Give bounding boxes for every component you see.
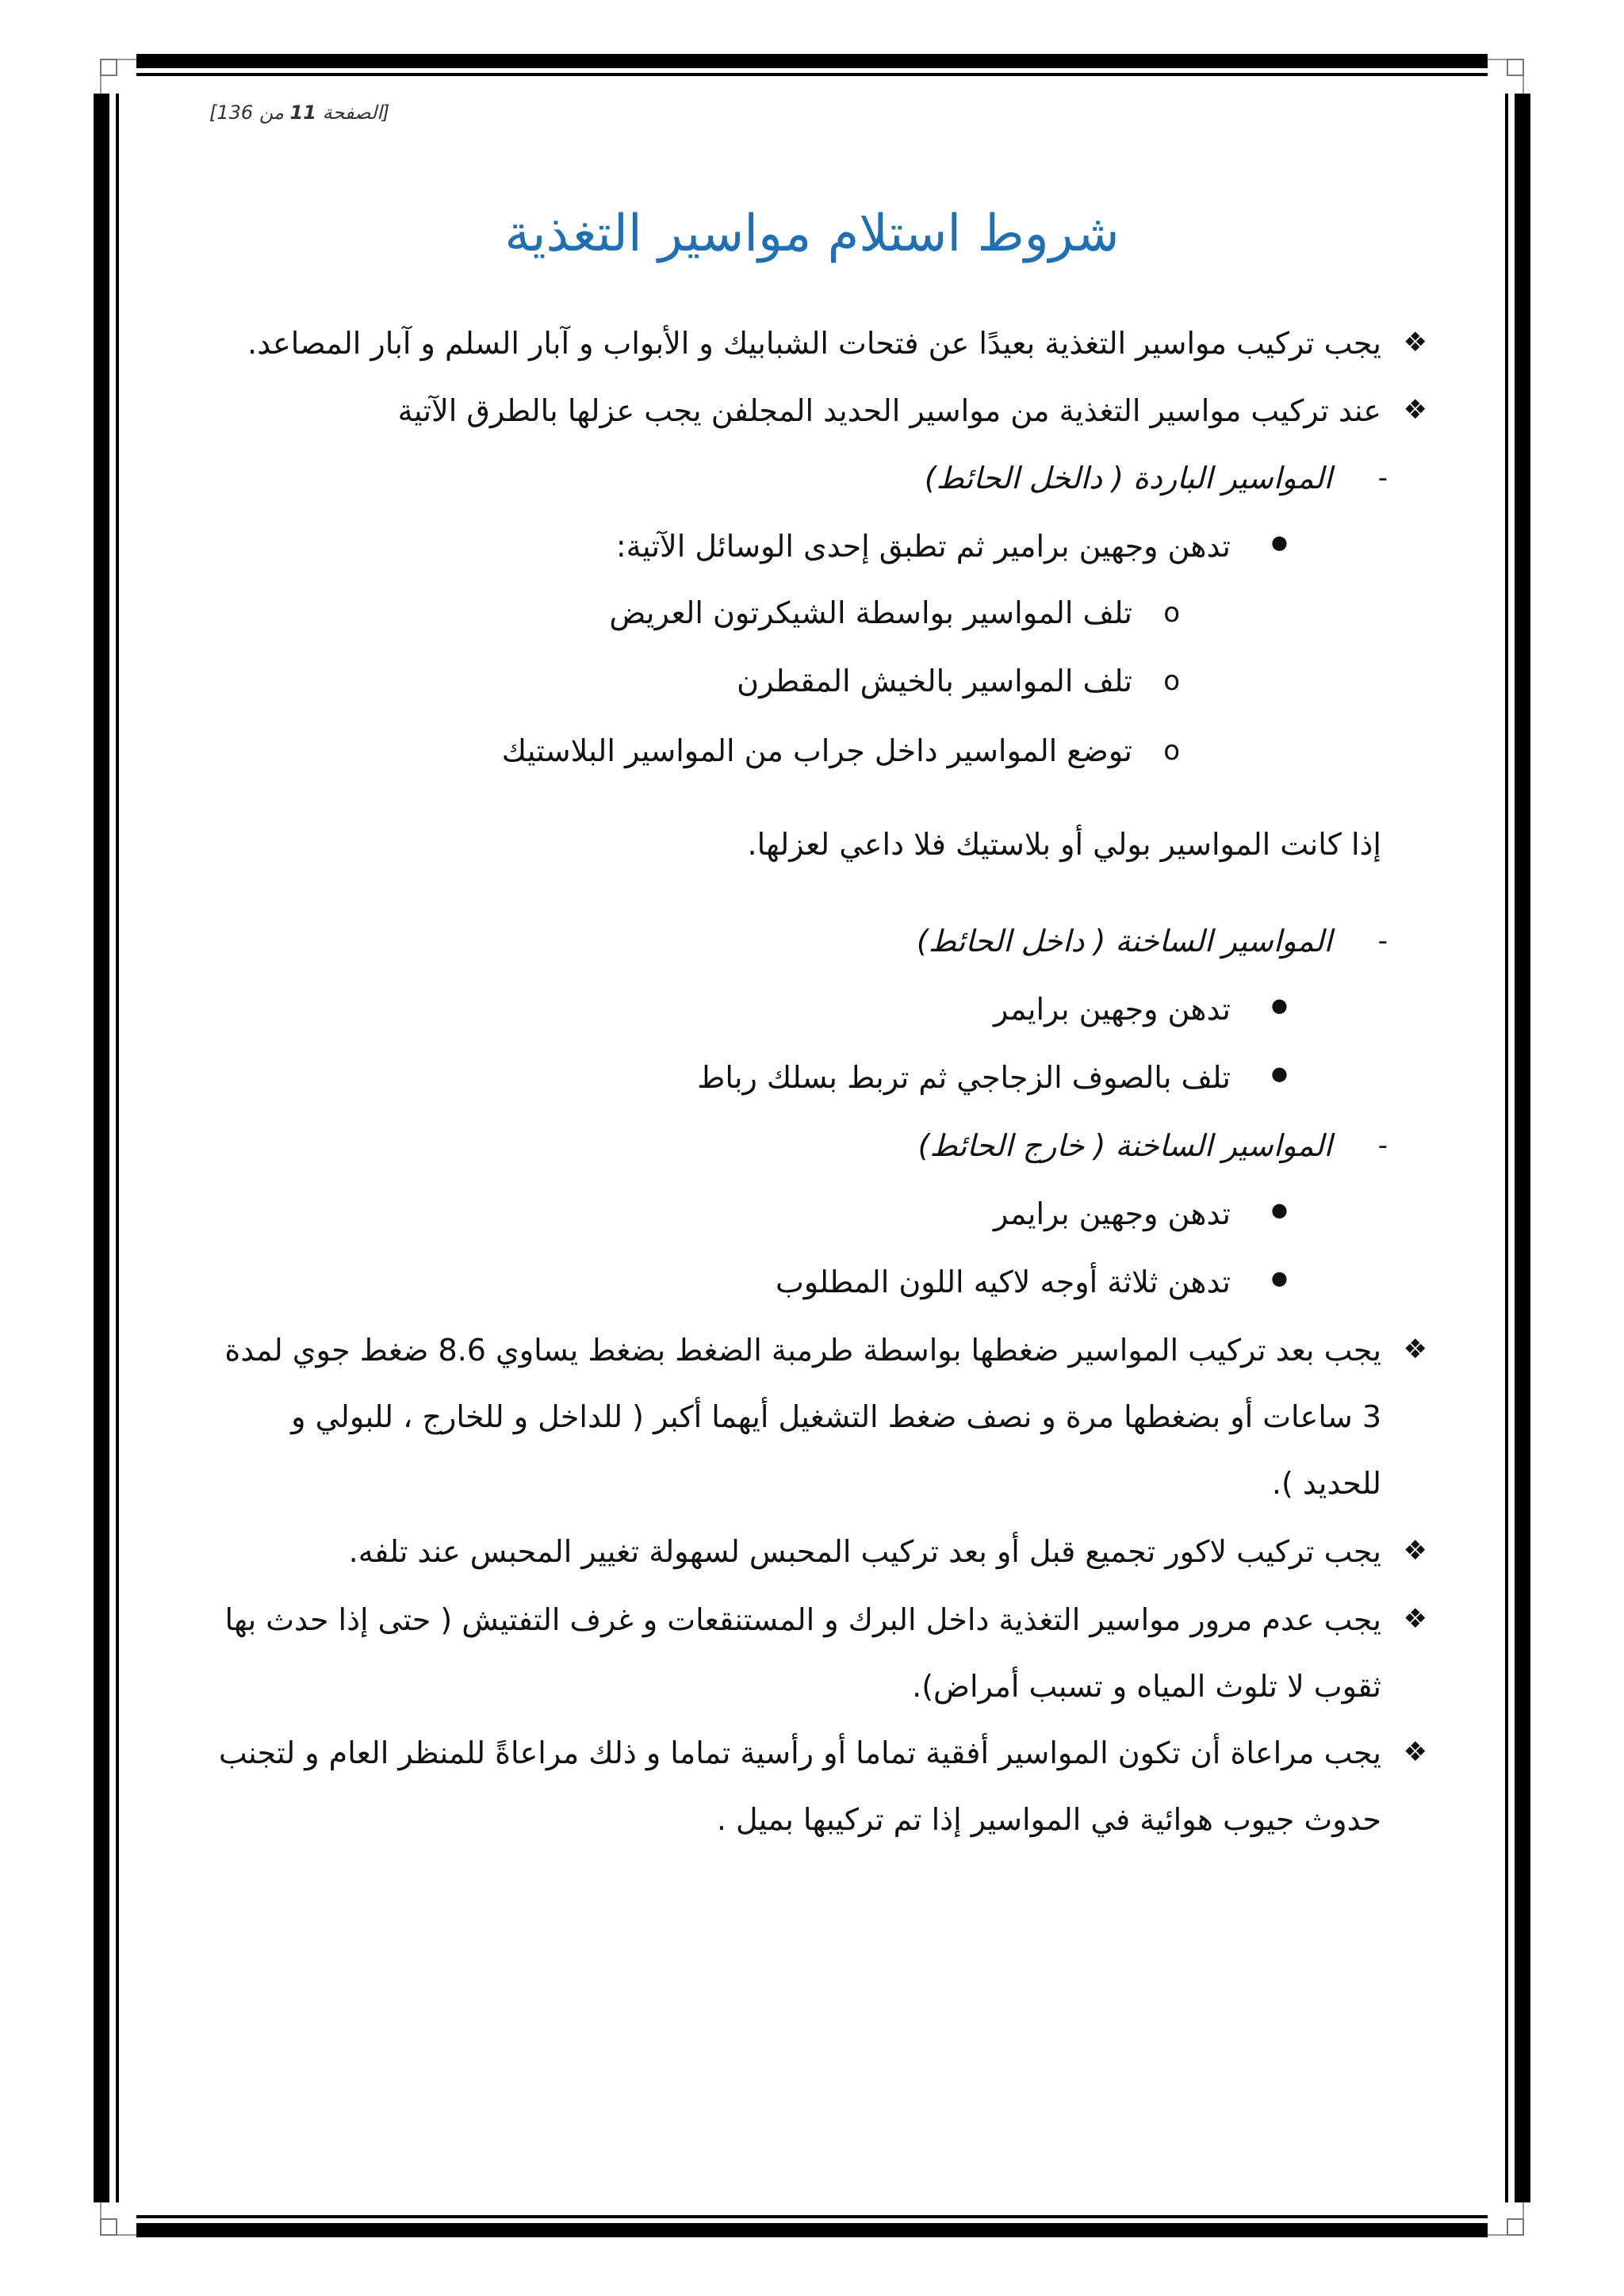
- list-item: تدهن وجهين برامير ثم تطبق إحدى الوسائل الآتية:: [615, 529, 1231, 564]
- paragraph-line: إذا كانت المواسير بولي أو بلاستيك فلا داعي لعزلها.: [747, 827, 1381, 862]
- subheading-line: المواسير الساخنة ( داخل الحائط): [916, 924, 1332, 959]
- border-left-bar-2: [116, 94, 119, 2202]
- subheading-line: المواسير الباردة ( دالخل الحائط): [924, 461, 1332, 496]
- list-item: تلف المواسير بواسطة الشيكرتون العريض: [609, 595, 1132, 630]
- bullet-dot-icon: ●: [1271, 531, 1288, 553]
- page-current: 11: [289, 101, 316, 124]
- list-item: تدهن ثلاثة أوجه لاكيه اللون المطلوب: [776, 1265, 1231, 1299]
- border-right-bar-2: [1505, 94, 1508, 2202]
- diamond-bullet-icon: ❖: [1403, 1334, 1427, 1365]
- dash-marker: -: [1377, 1130, 1388, 1161]
- subheading-line: المواسير الساخنة ( خارج الحائط): [917, 1128, 1332, 1163]
- paragraph-line: ثقوب لا تلوث المياه و تسبب أمراض).: [912, 1669, 1381, 1704]
- list-item: تدهن وجهين برايمر: [993, 992, 1231, 1027]
- paragraph-line: يجب بعد تركيب المواسير ضغطها بواسطة طرمبة الضغط بضغط يساوي 8.6 ضغط جوي لمدة: [224, 1333, 1381, 1368]
- page-number-header: [209, 101, 389, 124]
- border-right-bar: [1515, 94, 1530, 2202]
- list-item: تلف بالصوف الزجاجي ثم تربط بسلك رباط: [697, 1060, 1231, 1095]
- bullet-dot-icon: ●: [1271, 1199, 1288, 1221]
- paragraph-line: 3 ساعات أو بضغطها مرة و نصف ضغط التشغيل أيهما أكبر ( للداخل و للخارج ، للبولي و: [291, 1399, 1381, 1434]
- page-of: من: [259, 101, 284, 124]
- bullet-dot-icon: ●: [1271, 994, 1288, 1016]
- border-corner-tl: [100, 59, 117, 76]
- bullet-dot-icon: ●: [1271, 1062, 1288, 1085]
- border-top-bar: [136, 54, 1488, 68]
- border-top-bar-2: [136, 73, 1488, 76]
- diamond-bullet-icon: ❖: [1403, 394, 1427, 426]
- page-total: 136]: [209, 101, 254, 124]
- paragraph-line: يجب تركيب مواسير التغذية بعيدًا عن فتحات الشبابيك و الأبواب و آبار السلم و آبار المصاعد.: [247, 326, 1381, 361]
- paragraph-line: يجب تركيب لاكور تجميع قبل أو بعد تركيب المحبس لسهولة تغيير المحبس عند تلفه.: [348, 1534, 1381, 1569]
- dash-marker: -: [1377, 925, 1388, 957]
- bullet-dot-icon: ●: [1271, 1267, 1288, 1289]
- border-bottom-bar-2: [136, 2215, 1488, 2218]
- circle-bullet-icon: o: [1163, 597, 1180, 629]
- page-prefix: [الصفحة: [322, 101, 390, 124]
- paragraph-line: للحديد ).: [1271, 1466, 1381, 1501]
- border-bottom-bar: [136, 2223, 1488, 2237]
- circle-bullet-icon: o: [1163, 665, 1180, 697]
- paragraph-line: عند تركيب مواسير التغذية من مواسير الحديد المجلفن يجب عزلها بالطرق الآتية: [397, 393, 1381, 428]
- diamond-bullet-icon: ❖: [1403, 327, 1427, 358]
- list-item: تلف المواسير بالخيش المقطرن: [737, 664, 1132, 698]
- border-left-bar: [94, 94, 109, 2202]
- border-corner-tr: [1507, 59, 1524, 76]
- border-corner-br: [1507, 2218, 1524, 2236]
- list-item: تدهن وجهين برايمر: [993, 1196, 1231, 1231]
- page-title: شروط استلام مواسير التغذية: [504, 205, 1120, 263]
- diamond-bullet-icon: ❖: [1403, 1603, 1427, 1635]
- diamond-bullet-icon: ❖: [1403, 1736, 1427, 1768]
- dash-marker: -: [1377, 462, 1388, 494]
- paragraph-line: يجب عدم مرور مواسير التغذية داخل البرك و المستنقعات و غرف التفتيش ( حتى إذا حدث بها: [224, 1602, 1381, 1637]
- diamond-bullet-icon: ❖: [1403, 1535, 1427, 1567]
- border-corner-bl: [100, 2218, 117, 2236]
- paragraph-line: حدوث جيوب هوائية في المواسير إذا تم تركيبها بميل .: [716, 1802, 1381, 1837]
- circle-bullet-icon: o: [1163, 735, 1180, 767]
- paragraph-line: يجب مراعاة أن تكون المواسير أفقية تماما أو رأسية تماما و ذلك مراعاةً للمنظر العام و لتجنب: [218, 1735, 1381, 1770]
- list-item: توضع المواسير داخل جراب من المواسير البلاستيك: [501, 733, 1132, 768]
